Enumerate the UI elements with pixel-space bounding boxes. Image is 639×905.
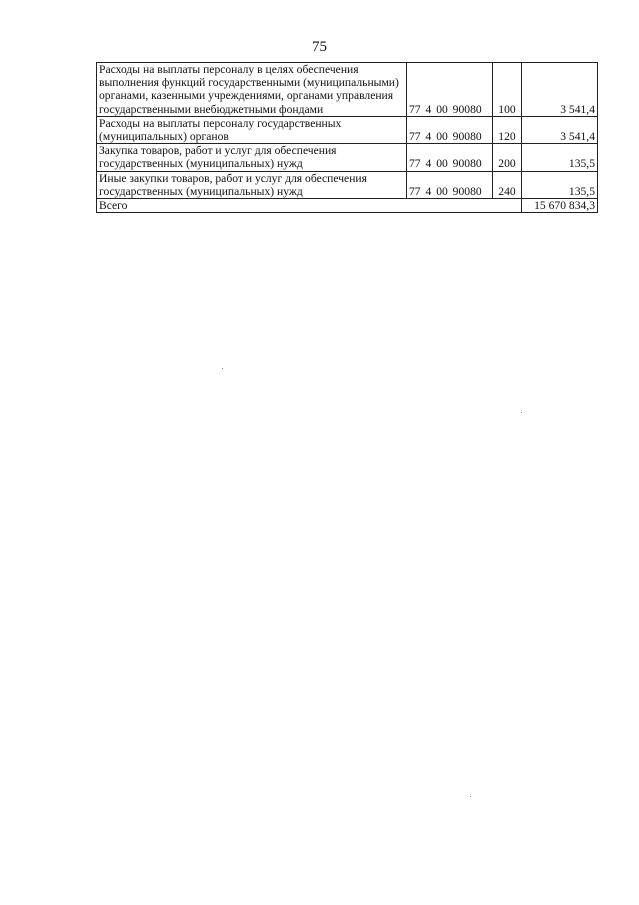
scan-speck	[521, 412, 522, 413]
budget-table	[96, 62, 598, 213]
page-number: 75	[312, 39, 327, 55]
scan-speck	[470, 796, 471, 797]
row-name: Расходы на выплаты персоналу государственных (муниципальных) органов	[97, 116, 407, 143]
row-sum: 3 541,4	[522, 63, 598, 117]
total-label: Всего	[97, 199, 522, 213]
row-sum: 135,5	[522, 144, 598, 171]
table-row	[97, 116, 598, 143]
table-row	[97, 63, 598, 117]
row-target-code: 77 4 00 90080	[407, 144, 493, 171]
row-target-code: 77 4 00 90080	[407, 116, 493, 143]
total-sum: 15 670 834,3	[522, 199, 598, 213]
row-name: Закупка товаров, работ и услуг для обеспечения государственных (муниципальных) нужд	[97, 144, 407, 171]
row-name: Иные закупки товаров, работ и услуг для обеспечения государственных (муниципальных) нужд	[97, 171, 407, 198]
row-expense-type: 200	[493, 144, 522, 171]
table-row	[97, 171, 598, 198]
scan-speck	[222, 368, 223, 369]
row-expense-type: 100	[493, 63, 522, 117]
row-sum: 3 541,4	[522, 116, 598, 143]
row-name: Расходы на выплаты персоналу в целях обеспечения выполнения функций государственными (муниципальными) органами, казенными учреждениями, органами управления государственными внебюджетными фондами	[97, 63, 407, 117]
row-target-code: 77 4 00 90080	[407, 63, 493, 117]
total-row	[97, 199, 598, 213]
row-sum: 135,5	[522, 171, 598, 198]
row-expense-type: 120	[493, 116, 522, 143]
table-row	[97, 144, 598, 171]
row-target-code: 77 4 00 90080	[407, 171, 493, 198]
row-expense-type: 240	[493, 171, 522, 198]
